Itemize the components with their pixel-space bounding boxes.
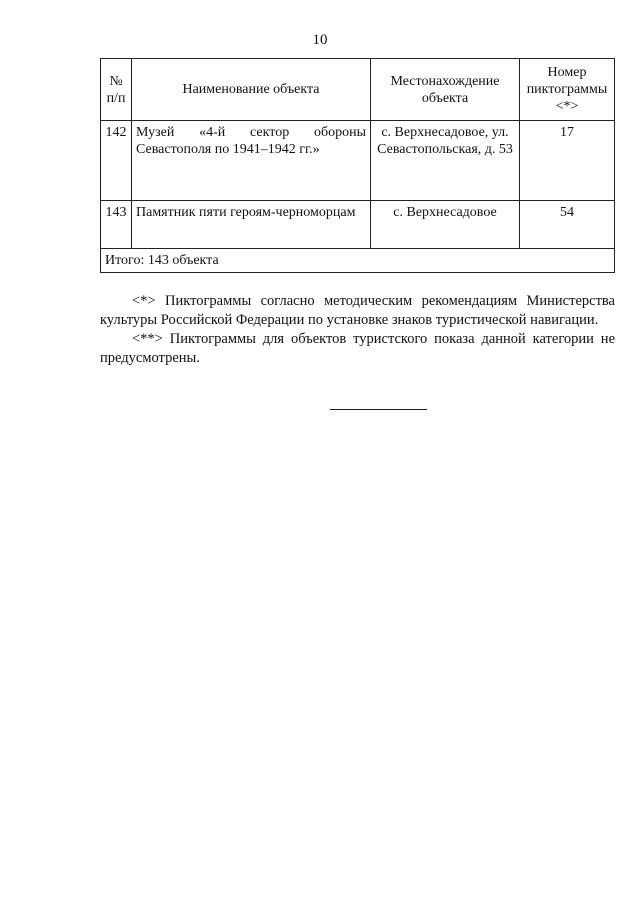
table-row <box>101 201 615 249</box>
row-location: с. Верхнесадовое <box>371 201 520 249</box>
page-number: 10 <box>312 32 328 48</box>
table-total-row <box>101 249 615 273</box>
footnote-2: <**> Пиктограммы для объектов туристского показа данной категории не предусмотрены. <box>100 331 615 366</box>
end-divider <box>330 409 427 410</box>
footnote-1: <*> Пиктограммы согласно методическим рекомендациям Министерства культуры Российской Федерации по установке знаков туристической навигации. <box>100 293 615 328</box>
header-location: Местонахождение объекта <box>371 59 520 121</box>
header-pictogram: Номер пиктограммы <*> <box>520 59 615 121</box>
header-num: № п/п <box>101 59 132 121</box>
row-num: 143 <box>101 201 132 249</box>
table-row <box>101 121 615 201</box>
row-num: 142 <box>101 121 132 201</box>
row-location: с. Верхнесадовое, ул. Севастопольская, д. 53 <box>371 121 520 201</box>
table-header-row <box>101 59 615 121</box>
footnotes <box>100 292 615 368</box>
row-pictogram: 54 <box>520 201 615 249</box>
row-pictogram: 17 <box>520 121 615 201</box>
objects-table <box>100 58 615 273</box>
header-name: Наименование объекта <box>132 59 371 121</box>
row-name: Памятник пяти героям-черноморцам <box>132 201 371 249</box>
row-name: Музей «4-й сектор обороны Севастополя по 1941–1942 гг.» <box>132 121 371 201</box>
total-label: Итого: 143 объекта <box>101 249 615 273</box>
